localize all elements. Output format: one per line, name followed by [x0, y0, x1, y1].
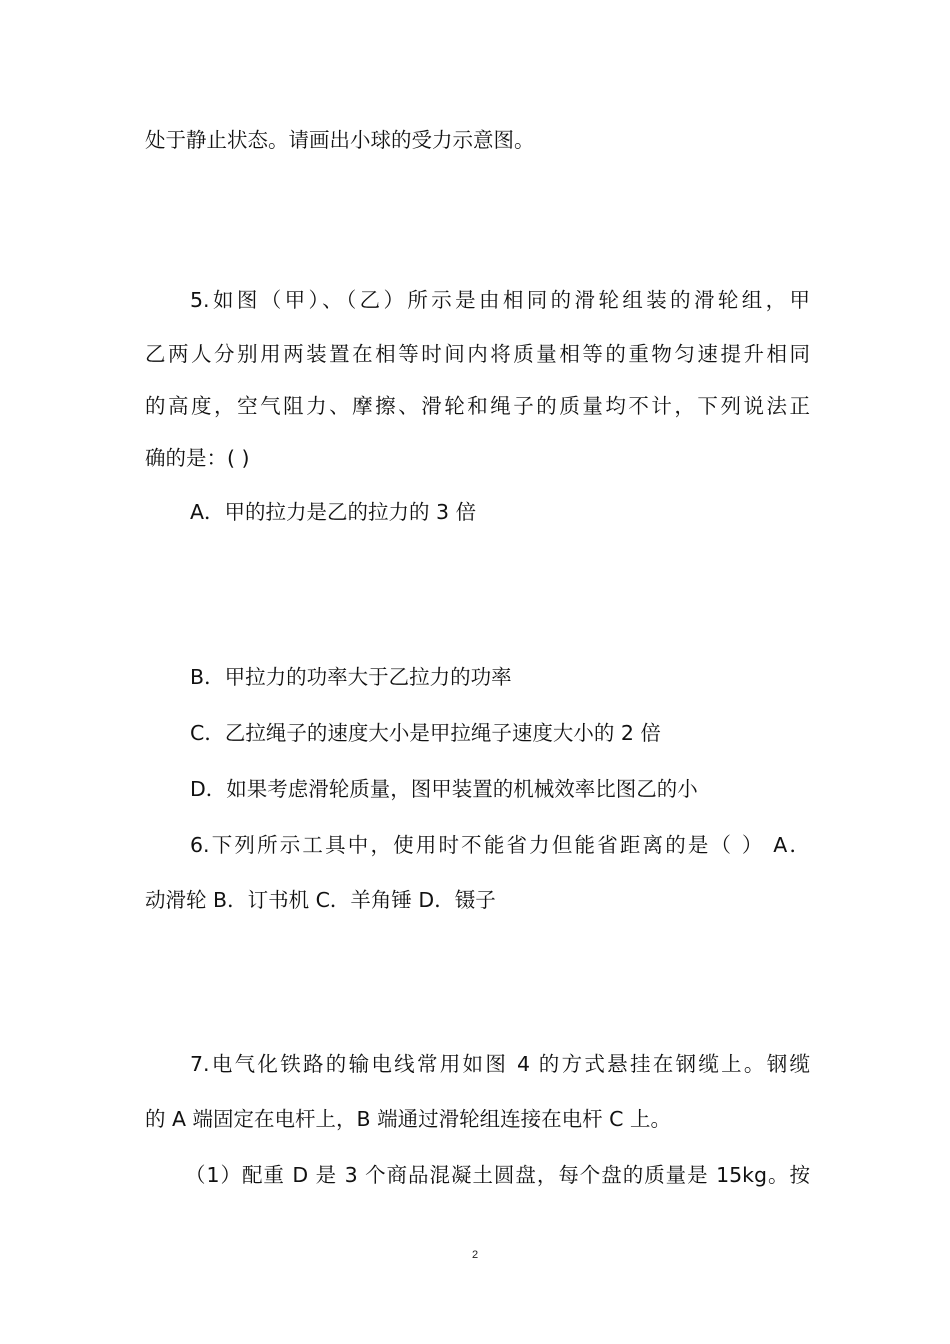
question-7-line-2: 的 A 端固定在电杆上，B 端通过滑轮组连接在电杆 C 上。: [145, 1107, 671, 1131]
text-line: 处于静止状态。请画出小球的受力示意图。: [145, 128, 535, 152]
question-7-part-1: （1）配重 D 是 3 个商品混凝土圆盘，每个盘的质量是 15kg。按: [185, 1163, 810, 1187]
question-5-line-3: 的高度，空气阻力、摩擦、滑轮和绳子的质量均不计，下列说法正: [145, 394, 810, 418]
question-5-line-4: 确的是：( ): [145, 446, 250, 470]
question-5-line-1: 5.如图（甲）、（乙）所示是由相同的滑轮组装的滑轮组，甲: [190, 288, 810, 312]
option-a: A．甲的拉力是乙的拉力的 3 倍: [190, 500, 477, 524]
option-d: D．如果考虑滑轮质量，图甲装置的机械效率比图乙的小: [190, 777, 698, 801]
option-c: C．乙拉绳子的速度大小是甲拉绳子速度大小的 2 倍: [190, 721, 661, 745]
question-6-line-1: 6.下列所示工具中，使用时不能省力但能省距离的是（ ） A．: [190, 833, 810, 857]
option-b: B．甲拉力的功率大于乙拉力的功率: [190, 665, 512, 689]
question-6-line-2: 动滑轮 B．订书机 C．羊角锤 D．镊子: [145, 888, 496, 912]
question-7-line-1: 7.电气化铁路的输电线常用如图 4 的方式悬挂在钢缆上。钢缆: [190, 1052, 810, 1076]
page-number: 2: [471, 1249, 479, 1261]
question-5-line-2: 乙两人分别用两装置在相等时间内将质量相等的重物匀速提升相同: [145, 342, 810, 366]
